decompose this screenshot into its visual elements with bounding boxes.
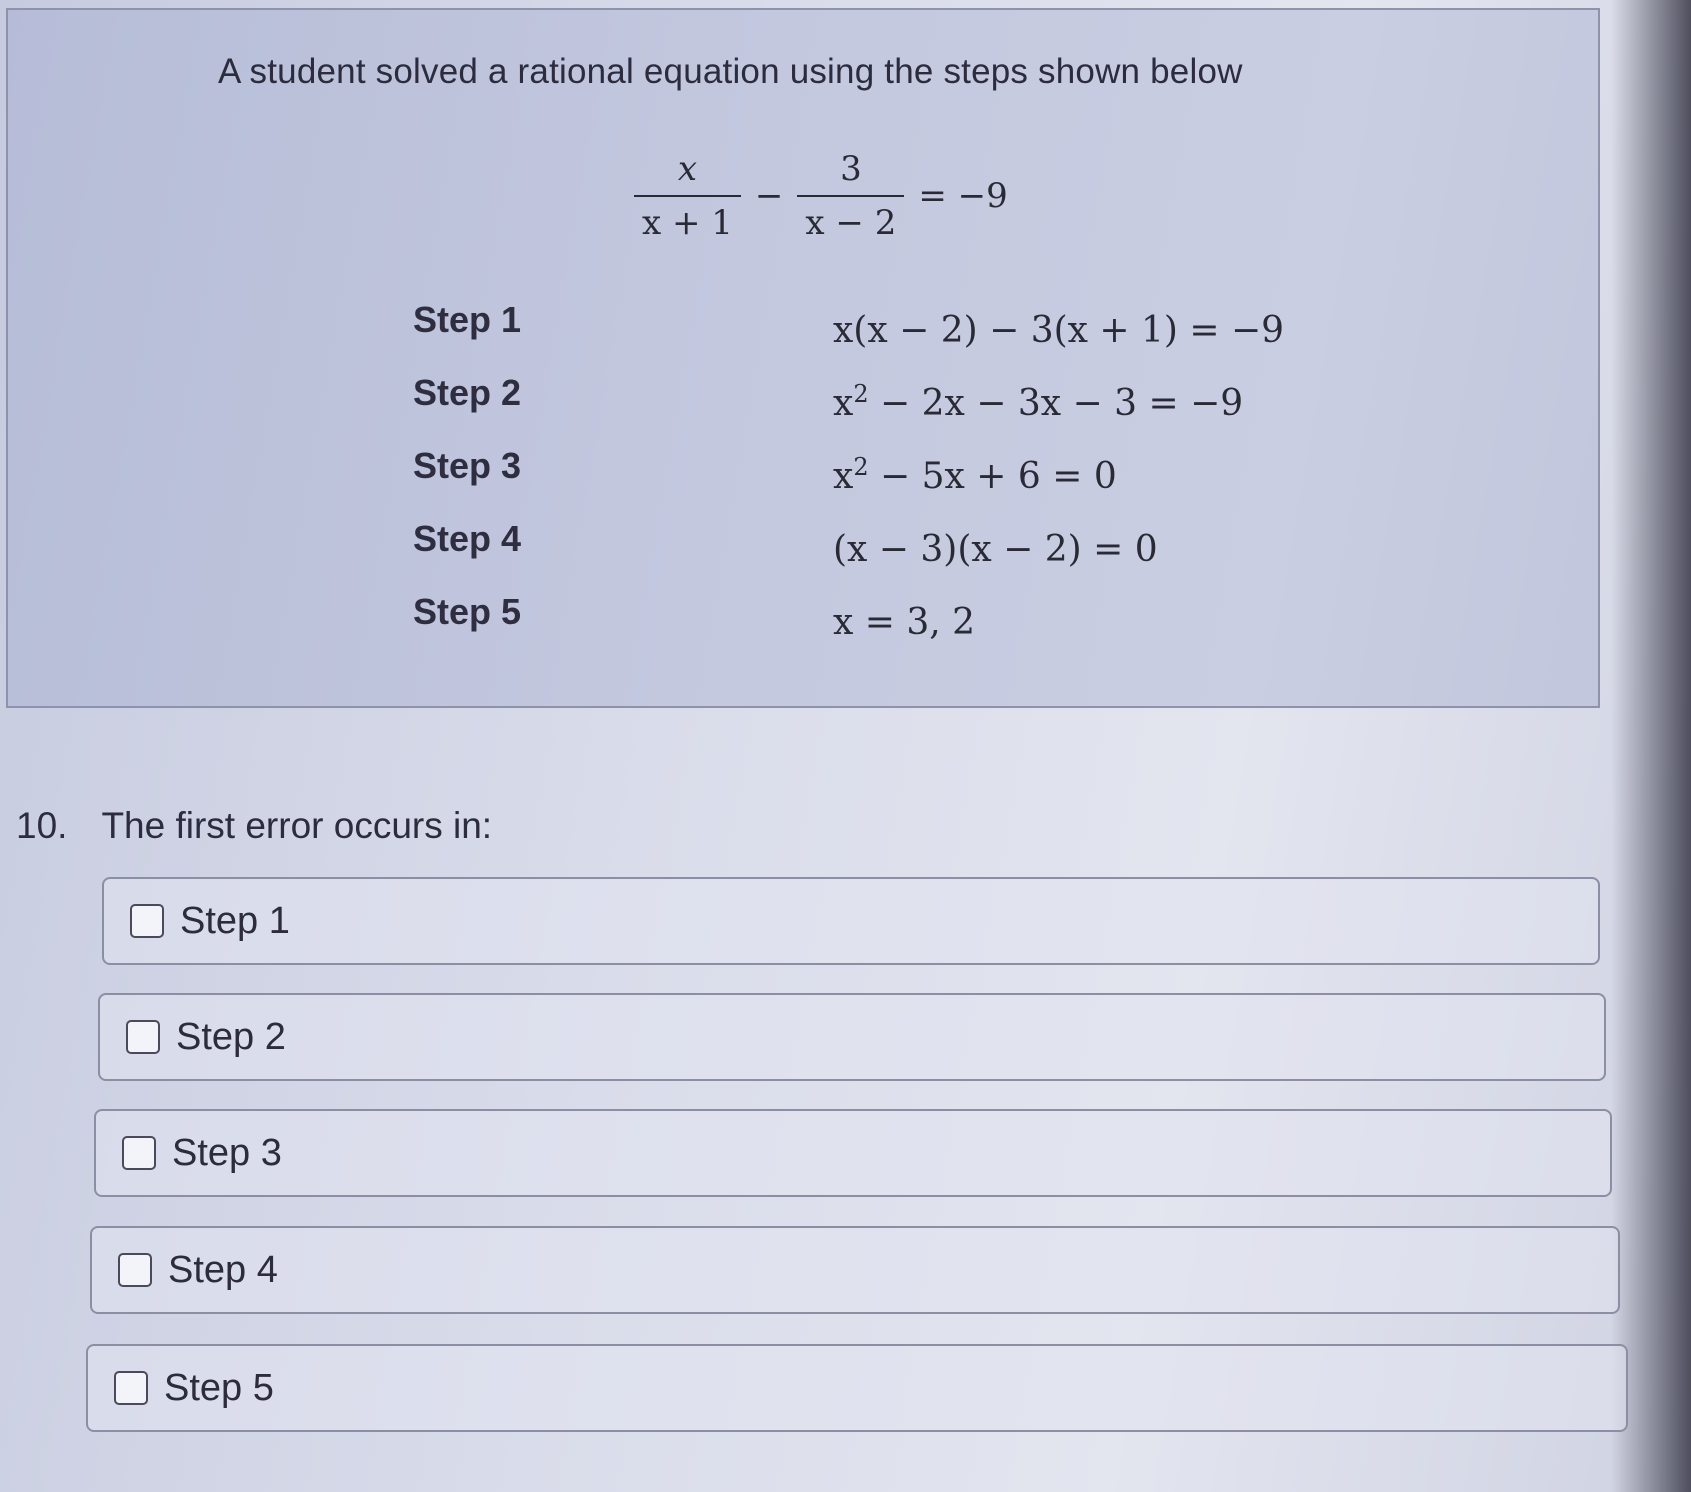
equation-rhs: = −9 bbox=[918, 176, 1008, 216]
fraction-2 bbox=[797, 149, 904, 243]
step-equation-base: x bbox=[833, 456, 854, 497]
step-row bbox=[413, 501, 1313, 574]
step-equation bbox=[833, 380, 1243, 428]
step-label: Step 3 bbox=[413, 445, 522, 486]
step-label: Step 5 bbox=[413, 591, 522, 632]
fraction-1 bbox=[634, 149, 741, 243]
option-step-1[interactable] bbox=[102, 877, 1600, 965]
fraction-2-denominator: x − 2 bbox=[797, 195, 904, 243]
step-row bbox=[413, 428, 1313, 501]
option-label: Step 5 bbox=[164, 1366, 274, 1409]
question-number: 10. bbox=[16, 805, 68, 846]
option-label: Step 3 bbox=[172, 1131, 282, 1174]
step-equation: x = 3, 2 bbox=[833, 602, 976, 643]
step-row bbox=[413, 282, 1313, 355]
minus-sign: − bbox=[754, 176, 784, 216]
question-text: The first error occurs in: bbox=[101, 805, 493, 846]
option-label: Step 2 bbox=[176, 1015, 286, 1058]
option-label: Step 4 bbox=[168, 1248, 278, 1291]
checkbox[interactable] bbox=[122, 1136, 156, 1170]
step-label: Step 4 bbox=[413, 518, 522, 559]
fraction-1-denominator: x + 1 bbox=[634, 195, 741, 243]
screen-edge-shadow bbox=[1611, 0, 1691, 1492]
checkbox[interactable] bbox=[126, 1020, 160, 1054]
option-step-3[interactable] bbox=[94, 1109, 1612, 1197]
step-equation-exponent: 2 bbox=[853, 453, 869, 481]
step-equation bbox=[833, 453, 1117, 501]
question-prompt bbox=[16, 805, 492, 847]
option-label: Step 1 bbox=[180, 899, 290, 942]
solution-steps bbox=[413, 282, 1313, 647]
step-equation-rest: − 2x − 3x − 3 = −9 bbox=[868, 383, 1244, 424]
step-equation: (x − 3)(x − 2) = 0 bbox=[833, 529, 1158, 570]
step-label: Step 2 bbox=[413, 372, 522, 413]
problem-panel bbox=[6, 8, 1600, 708]
step-row bbox=[413, 355, 1313, 428]
option-step-2[interactable] bbox=[98, 993, 1606, 1081]
step-row bbox=[413, 574, 1313, 647]
option-step-5[interactable] bbox=[86, 1344, 1628, 1432]
option-step-4[interactable] bbox=[90, 1226, 1620, 1314]
step-equation-exponent: 2 bbox=[853, 380, 869, 408]
step-equation-rest: − 5x + 6 = 0 bbox=[868, 456, 1117, 497]
step-label: Step 1 bbox=[413, 299, 522, 340]
checkbox[interactable] bbox=[130, 904, 164, 938]
rational-equation bbox=[626, 148, 1014, 244]
problem-intro: A student solved a rational equation using the steps shown below bbox=[218, 52, 1243, 91]
checkbox[interactable] bbox=[118, 1253, 152, 1287]
fraction-2-numerator: 3 bbox=[840, 149, 862, 189]
checkbox[interactable] bbox=[114, 1371, 148, 1405]
step-equation: x(x − 2) − 3(x + 1) = −9 bbox=[833, 310, 1285, 351]
step-equation-base: x bbox=[833, 383, 854, 424]
fraction-1-numerator: x bbox=[677, 149, 698, 189]
